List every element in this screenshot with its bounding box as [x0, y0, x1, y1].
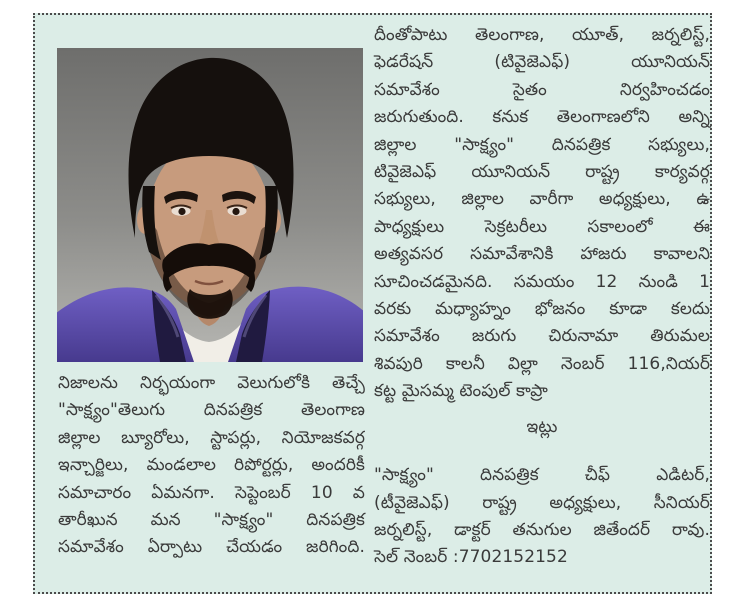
contact-line: "సాక్ష్యం" దినపత్రిక చీఫ్ ఎడిటర్, — [374, 465, 710, 486]
text-line: సభ్యులు, జిల్లాల వారీగా అధ్యక్షులు, ఉ — [374, 189, 710, 210]
text-line: జిల్లాల "సాక్ష్యం" దినపత్రిక సభ్యులు, — [374, 134, 710, 155]
text-line: టివైజెఎఫ్ యూనియన్ రాష్ట్ర కార్యవర్గ — [374, 162, 710, 183]
contact-line: (టీవైజెఎఫ్) రాష్ట్ర అధ్యక్షులు, సీనియర్ — [374, 492, 710, 513]
text-line: శివపురి కాలనీ విల్లా నెంబర్ 116,నియర్ — [374, 353, 710, 374]
text-line: ఇన్చార్జిలు, మండలాల రిపోర్టర్లు, అందరికీ — [58, 455, 365, 476]
text-line: సూచించడమైనది. సమయం 12 నుండి 1 — [374, 271, 710, 292]
text-line: ఫెడరేషన్ (టివైజెఎఫ్) యూనియన్ — [374, 52, 710, 73]
text-line: తారీఖున మన "సాక్ష్యం" దినపత్రిక — [58, 510, 365, 531]
left-column — [58, 370, 365, 562]
text-line: వరకు మధ్యాహ్నం భోజనం కూడా కలదు — [374, 299, 710, 320]
text-line: జరుగుతుంది. కనుక తెలంగాణలోని అన్ని — [374, 107, 710, 128]
portrait-illustration — [57, 48, 363, 362]
phone-line: సెల్ నెంబర్ :7702152152 — [374, 547, 568, 568]
text-line: సమావేశం ఏర్పాటు చేయడం జరిగింది. — [58, 537, 365, 558]
text-line: పాధ్యక్షులు సెక్రటరీలు సకాలంలో ఈ — [374, 216, 710, 237]
text-line: అత్యవసర సమావేశానికి హాజరు కావాలని — [374, 244, 710, 265]
text-line: సమావేశం జరుగు చిరునామా తిరుమల — [374, 326, 710, 347]
contact-line: జర్నలిస్ట్, డాక్టర్ తనుగుల జితేందర్ రావు. — [374, 519, 710, 540]
text-line: సమాచారం ఏమనగా. సెప్టెంబర్ 10 వ — [58, 482, 365, 503]
text-line: నిజాలను నిర్భయంగా వెలుగులోకి తెచ్చే — [58, 373, 365, 393]
text-line: "సాక్ష్యం"తెలుగు దినపత్రిక తెలంగాణ — [58, 400, 365, 421]
text-line: కట్ట మైసమ్మ టెంపుల్ కాప్రా — [374, 381, 548, 402]
text-line: సమావేశం సైతం నిర్వహించడం — [374, 79, 710, 100]
contact-block — [374, 462, 710, 572]
iris-left — [178, 208, 185, 215]
text-line: దీంతోపాటు తెలంగాణ, యూత్, జర్నలిస్ట్, — [374, 25, 710, 45]
right-column — [374, 22, 710, 572]
text-line: జిల్లాల బ్యూరోలు, స్టాపర్లు, నియోజకవర్గ — [58, 427, 365, 448]
signoff-line: ఇట్లు — [526, 416, 558, 437]
portrait-photo — [57, 48, 363, 362]
iris-right — [232, 208, 239, 215]
